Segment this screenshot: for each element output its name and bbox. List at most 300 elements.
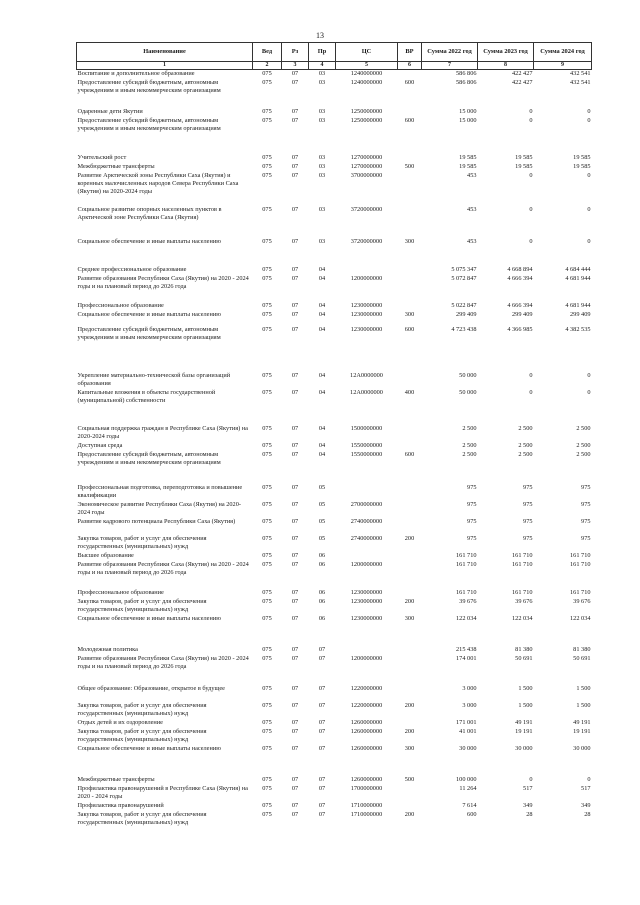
row-cs: 1240000000: [350, 70, 383, 78]
row-sum-2023: 1 500: [518, 685, 533, 693]
row-sum-2023: 28: [526, 811, 533, 819]
row-pr: 06: [318, 561, 326, 569]
row-sum-2022: 2 500: [462, 442, 477, 450]
row-rz: 07: [291, 154, 299, 162]
header-name: Наименование: [77, 43, 253, 62]
row-rz: 07: [291, 552, 299, 560]
row-sum-2023: 4 666 394: [507, 302, 533, 310]
row-name: Социальное развитие опорных населенных пунктов в Арктической зоне Республики Саха (Якутия): [77, 206, 222, 221]
row-spacer: [77, 578, 592, 589]
row-vr: [398, 719, 422, 728]
row-name: Молодежная политика: [77, 646, 138, 654]
row-cs: 2700000000: [350, 501, 383, 509]
row-rz: 07: [291, 275, 299, 283]
row-sum-2024: 39 676: [573, 598, 591, 606]
row-sum-2024: 1 500: [576, 702, 591, 710]
row-cs: 1260000000: [350, 776, 383, 784]
row-cs: 1220000000: [350, 685, 383, 693]
row-spacer: [77, 198, 592, 206]
row-sum-2024: 0: [587, 389, 591, 397]
row-sum-2023: 81 380: [515, 646, 533, 654]
row-cs: 2740000000: [350, 535, 383, 543]
row-pr: 04: [318, 389, 326, 397]
row-sum-2023: 49 191: [515, 719, 533, 727]
row-name: Развитие образования Республики Саха (Якутия) на 2020 - 2024 годы и на плановый период до 2026 года: [77, 561, 249, 576]
row-rz: 07: [291, 745, 299, 753]
row-ved: 075: [262, 311, 272, 319]
header-sum-2024: Сумма 2024 год: [534, 43, 592, 62]
row-cs: [336, 484, 398, 501]
table-row: [77, 615, 592, 632]
row-sum-2024: 4 684 444: [565, 266, 591, 274]
row-pr: 03: [318, 79, 326, 87]
row-pr: 07: [318, 811, 326, 819]
row-sum-2022: 15 000: [459, 117, 477, 125]
column-number: 9: [534, 62, 592, 70]
row-sum-2022: 5 075 347: [451, 266, 477, 274]
row-name: Социальное обеспечение и иные выплаты населению: [77, 311, 221, 319]
row-pr: 05: [318, 518, 326, 526]
row-vr: [398, 425, 422, 442]
row-sum-2024: 122 034: [570, 615, 591, 623]
row-cs: 1230000000: [350, 615, 383, 623]
row-cs: 1230000000: [350, 302, 383, 310]
row-cs: 1230000000: [350, 589, 383, 597]
row-ved: 075: [262, 802, 272, 810]
row-spacer: [77, 247, 592, 266]
row-vr: 300: [404, 745, 415, 753]
row-pr: 04: [318, 372, 326, 380]
row-ved: 075: [262, 518, 272, 526]
row-rz: 07: [291, 425, 299, 433]
row-sum-2023: 161 710: [512, 552, 533, 560]
row-sum-2023: 517: [523, 785, 533, 793]
row-name: Социальное обеспечение и иные выплаты населению: [77, 238, 221, 246]
row-sum-2024: 49 191: [573, 719, 591, 727]
row-ved: 075: [262, 108, 272, 116]
row-sum-2023: 422 427: [512, 70, 533, 78]
row-sum-2022: 39 676: [459, 598, 477, 606]
row-rz: 07: [291, 206, 299, 214]
row-ved: 075: [262, 535, 272, 543]
table-row: [77, 389, 592, 406]
row-sum-2022: 299 409: [456, 311, 477, 319]
row-rz: 07: [291, 311, 299, 319]
row-sum-2024: 975: [581, 518, 591, 526]
row-ved: 075: [262, 811, 272, 819]
row-vr: [398, 518, 422, 535]
row-sum-2022: 122 034: [456, 615, 477, 623]
row-rz: 07: [291, 484, 299, 492]
row-rz: 07: [291, 702, 299, 710]
row-sum-2022: 586 806: [456, 79, 477, 87]
column-number: 4: [309, 62, 336, 70]
row-cs: 1260000000: [350, 719, 383, 727]
row-sum-2024: 432 541: [570, 79, 591, 87]
row-vr: 600: [404, 451, 415, 459]
row-sum-2022: 19 585: [459, 163, 477, 171]
row-ved: 075: [262, 719, 272, 727]
row-cs: 1220000000: [350, 702, 383, 710]
row-vr: 600: [404, 117, 415, 125]
row-spacer-cell: [77, 292, 592, 302]
row-vr: 300: [404, 311, 415, 319]
row-vr: [398, 154, 422, 163]
row-spacer-cell: [77, 468, 592, 484]
row-vr: 400: [404, 389, 415, 397]
table-row: [77, 163, 592, 172]
row-cs: 1200000000: [350, 561, 383, 569]
row-sum-2022: 215 438: [456, 646, 477, 654]
row-cs: 1270000000: [350, 163, 383, 171]
row-spacer-cell: [77, 672, 592, 685]
row-ved: 075: [262, 70, 272, 78]
row-spacer-cell: [77, 762, 592, 776]
row-rz: 07: [291, 451, 299, 459]
row-rz: 07: [291, 70, 299, 78]
row-name: Предоставление субсидий бюджетным, автономным учреждениям и иным некоммерческим организациям: [77, 79, 221, 94]
row-ved: 075: [262, 451, 272, 459]
row-name: Профессиональное образование: [77, 302, 164, 310]
row-rz: 07: [291, 518, 299, 526]
row-vr: [398, 275, 422, 292]
row-sum-2023: 1 500: [518, 702, 533, 710]
row-sum-2022: 975: [467, 501, 477, 509]
table-row: [77, 372, 592, 389]
row-sum-2023: 19 585: [515, 163, 533, 171]
row-pr: 07: [318, 776, 326, 784]
table-row: [77, 702, 592, 719]
column-number: 3: [282, 62, 309, 70]
row-cs: 2740000000: [350, 518, 383, 526]
row-sum-2022: 15 000: [459, 108, 477, 116]
row-pr: 07: [318, 785, 326, 793]
row-name: Развитие образования Республики Саха (Якутия) на 2020 - 2024 годы и на плановый период до 2026 года: [77, 655, 249, 670]
row-vr: 200: [404, 811, 415, 819]
row-sum-2022: 50 000: [459, 389, 477, 397]
row-sum-2024: 975: [581, 484, 591, 492]
row-rz: 07: [291, 646, 299, 654]
row-name: Межбюджетные трансферты: [77, 776, 155, 784]
row-sum-2022: 975: [467, 518, 477, 526]
row-name: Развитие образования Республики Саха (Якутия) на 2020 - 2024 годы и на плановый период до 2026 года: [77, 275, 249, 290]
row-sum-2023: 0: [529, 389, 533, 397]
row-cs: 1550000000: [350, 451, 383, 459]
row-pr: 07: [318, 802, 326, 810]
row-ved: 075: [262, 552, 272, 560]
row-name: Капитальные вложения в объекты государственной (муниципальной) собственности: [77, 389, 216, 404]
row-rz: 07: [291, 389, 299, 397]
row-vr: [398, 70, 422, 80]
row-pr: 07: [318, 728, 326, 736]
row-rz: 07: [291, 615, 299, 623]
row-ved: 075: [262, 372, 272, 380]
row-vr: [398, 372, 422, 389]
row-rz: 07: [291, 108, 299, 116]
table-row: [77, 266, 592, 275]
row-ved: 075: [262, 172, 272, 180]
row-sum-2022: 161 710: [456, 552, 477, 560]
row-rz: 07: [291, 728, 299, 736]
row-sum-2022: 161 710: [456, 561, 477, 569]
row-pr: 07: [318, 745, 326, 753]
row-vr: [398, 802, 422, 811]
row-rz: 07: [291, 719, 299, 727]
row-pr: 07: [318, 646, 326, 654]
row-name: Учительский рост: [77, 154, 127, 162]
row-ved: 075: [262, 728, 272, 736]
row-sum-2023: 0: [529, 372, 533, 380]
row-sum-2023: 975: [523, 518, 533, 526]
row-vr: [398, 655, 422, 672]
row-sum-2024: 299 409: [570, 311, 591, 319]
row-name: Закупка товаров, работ и услуг для обеспечения государственных (муниципальных) нужд: [77, 811, 207, 826]
row-pr: 04: [318, 275, 326, 283]
row-spacer: [77, 672, 592, 685]
row-pr: 03: [318, 108, 326, 116]
row-cs: 1700000000: [350, 785, 383, 793]
row-sum-2023: 422 427: [512, 79, 533, 87]
row-name: Закупка товаров, работ и услуг для обеспечения государственных (муниципальных) нужд: [77, 535, 207, 550]
row-ved: 075: [262, 615, 272, 623]
row-vr: [398, 108, 422, 117]
row-rz: 07: [291, 372, 299, 380]
table-row: [77, 655, 592, 672]
row-rz: 07: [291, 785, 299, 793]
row-vr: 200: [404, 535, 415, 543]
row-sum-2024: 30 000: [573, 745, 591, 753]
table-row: [77, 518, 592, 535]
row-vr: 300: [404, 238, 415, 246]
table-row: [77, 275, 592, 292]
row-rz: 07: [291, 598, 299, 606]
row-cs: 3720000000: [350, 238, 383, 246]
table-row: [77, 802, 592, 811]
row-spacer: [77, 292, 592, 302]
row-rz: 07: [291, 266, 299, 274]
row-cs: 3720000000: [350, 206, 383, 214]
row-rz: 07: [291, 442, 299, 450]
row-name: Воспитание и дополнительное образование: [77, 70, 195, 78]
table-row: [77, 425, 592, 442]
table-row: [77, 785, 592, 802]
row-spacer-cell: [77, 352, 592, 372]
row-vr: [398, 206, 422, 232]
row-spacer-cell: [77, 134, 592, 154]
row-sum-2022: 5 022 847: [451, 302, 477, 310]
table-row: [77, 776, 592, 785]
row-sum-2023: 50 691: [515, 655, 533, 663]
row-name: Предоставление субсидий бюджетным, автономным учреждениям и иным некоммерческим организациям: [77, 117, 221, 132]
row-spacer: [77, 406, 592, 425]
row-ved: 075: [262, 501, 272, 509]
row-rz: 07: [291, 655, 299, 663]
row-pr: 06: [318, 589, 326, 597]
table-row: [77, 451, 592, 468]
row-ved: 075: [262, 484, 272, 492]
row-sum-2023: 4 366 985: [507, 326, 533, 334]
row-pr: 03: [318, 206, 326, 214]
row-ved: 075: [262, 206, 272, 214]
row-spacer-cell: [77, 96, 592, 108]
row-spacer-cell: [77, 578, 592, 589]
row-sum-2024: 432 541: [570, 70, 591, 78]
row-pr: 03: [318, 163, 326, 171]
row-cs: 1200000000: [350, 275, 383, 283]
row-sum-2024: 2 500: [576, 442, 591, 450]
row-name: Развитие Арктической зоны Республики Саха (Якутия) и коренных малочисленных народов Севера Республики Саха (Якутия) на 2020-2024 годы: [77, 172, 239, 195]
row-pr: 05: [318, 501, 326, 509]
row-vr: [398, 552, 422, 561]
table-row: [77, 311, 592, 320]
row-rz: 07: [291, 79, 299, 87]
row-sum-2022: 453: [467, 238, 477, 246]
row-cs: 1240000000: [350, 79, 383, 87]
row-rz: 07: [291, 776, 299, 784]
row-sum-2023: 0: [529, 238, 533, 246]
row-sum-2022: 5 072 847: [451, 275, 477, 283]
row-sum-2023: 975: [523, 484, 533, 492]
row-vr: [398, 589, 422, 598]
row-pr: 05: [318, 535, 326, 543]
row-pr: 07: [318, 685, 326, 693]
row-sum-2024: 0: [587, 372, 591, 380]
header-vr: ВР: [398, 43, 422, 62]
table-row: [77, 646, 592, 655]
row-sum-2023: 2 500: [518, 425, 533, 433]
row-name: Укрепление материально-технической базы организаций образования: [77, 372, 231, 387]
row-ved: 075: [262, 785, 272, 793]
row-sum-2024: 4 382 535: [565, 326, 591, 334]
column-number: 8: [478, 62, 534, 70]
row-sum-2024: 517: [581, 785, 591, 793]
table-row: [77, 535, 592, 552]
table-row: [77, 326, 592, 352]
row-sum-2024: 161 710: [570, 589, 591, 597]
row-sum-2022: 600: [467, 811, 477, 819]
row-rz: 07: [291, 172, 299, 180]
row-sum-2024: 161 710: [570, 552, 591, 560]
row-sum-2024: 2 500: [576, 425, 591, 433]
row-pr: 04: [318, 326, 326, 334]
row-pr: 04: [318, 425, 326, 433]
row-vr: [398, 302, 422, 311]
table-row: [77, 561, 592, 578]
row-rz: 07: [291, 238, 299, 246]
row-cs: 1200000000: [350, 655, 383, 663]
row-sum-2024: 4 681 944: [565, 302, 591, 310]
row-sum-2024: 0: [587, 238, 591, 246]
table-row: [77, 238, 592, 247]
page-number: 13: [316, 31, 324, 40]
row-spacer: [77, 632, 592, 646]
row-sum-2024: 161 710: [570, 561, 591, 569]
row-cs: 3700000000: [350, 172, 383, 180]
column-number: 2: [253, 62, 282, 70]
table-row: [77, 685, 592, 702]
row-cs: 1230000000: [350, 598, 383, 606]
table-row: [77, 719, 592, 728]
row-name: Профилактика правонарушений в Республике Саха (Якутия) на 2020 - 2024 годы: [77, 785, 248, 800]
row-name: Социальное обеспечение и иные выплаты населению: [77, 745, 221, 753]
row-sum-2022: 41 001: [459, 728, 477, 736]
row-pr: 03: [318, 172, 326, 180]
row-spacer: [77, 762, 592, 776]
row-pr: 06: [318, 615, 326, 623]
table-row: [77, 501, 592, 518]
row-cs: 12А0000000: [350, 372, 383, 380]
row-ved: 075: [262, 646, 272, 654]
row-cs: 1500000000: [350, 425, 383, 433]
column-number: 1: [77, 62, 253, 70]
row-cs: 1260000000: [350, 728, 383, 736]
row-cs: [336, 552, 398, 561]
row-spacer: [77, 352, 592, 372]
row-ved: 075: [262, 442, 272, 450]
row-name: Отдых детей и их оздоровление: [77, 719, 163, 727]
row-spacer-cell: [77, 198, 592, 206]
table-row: [77, 552, 592, 561]
row-name: Высшее образование: [77, 552, 134, 560]
row-ved: 075: [262, 154, 272, 162]
row-name: Предоставление субсидий бюджетным, автономным учреждениям и иным некоммерческим организациям: [77, 326, 221, 341]
budget-table: [76, 42, 592, 828]
row-cs: 1230000000: [350, 326, 383, 334]
row-sum-2023: 0: [529, 172, 533, 180]
table-body: [77, 70, 592, 829]
column-number-row: [77, 62, 592, 70]
row-vr: 200: [404, 598, 415, 606]
row-vr: [398, 785, 422, 802]
row-pr: 07: [318, 719, 326, 727]
row-ved: 075: [262, 266, 272, 274]
row-vr: [398, 266, 422, 275]
row-cs: 1710000000: [350, 802, 383, 810]
row-rz: 07: [291, 802, 299, 810]
row-vr: [398, 442, 422, 451]
row-sum-2022: 975: [467, 484, 477, 492]
row-vr: 500: [404, 776, 415, 784]
row-ved: 075: [262, 275, 272, 283]
row-vr: 600: [404, 79, 415, 87]
table-row: [77, 79, 592, 96]
row-name: Развитие кадрового потенциала Республики Саха (Якутия): [77, 518, 236, 526]
table-row: [77, 108, 592, 117]
row-cs: 12А0000000: [350, 389, 383, 397]
row-ved: 075: [262, 425, 272, 433]
header-cs: ЦС: [336, 43, 398, 62]
row-rz: 07: [291, 535, 299, 543]
header-sum-2023: Сумма 2023 год: [478, 43, 534, 62]
row-sum-2022: 174 001: [456, 655, 477, 663]
row-sum-2023: 30 000: [515, 745, 533, 753]
row-sum-2024: 0: [587, 108, 591, 116]
row-sum-2023: 975: [523, 535, 533, 543]
row-rz: 07: [291, 501, 299, 509]
row-sum-2023: 161 710: [512, 561, 533, 569]
row-sum-2022: 171 001: [456, 719, 477, 727]
row-sum-2022: 2 500: [462, 451, 477, 459]
row-cs: 1710000000: [350, 811, 383, 819]
row-pr: 06: [318, 598, 326, 606]
row-name: Экономическое развитие Республики Саха (Якутия) на 2020-2024 годы: [77, 501, 241, 516]
row-vr: [398, 561, 422, 578]
table-row: [77, 117, 592, 134]
row-sum-2024: 19 585: [573, 154, 591, 162]
row-pr: 03: [318, 117, 326, 125]
row-ved: 075: [262, 561, 272, 569]
row-sum-2022: 161 710: [456, 589, 477, 597]
